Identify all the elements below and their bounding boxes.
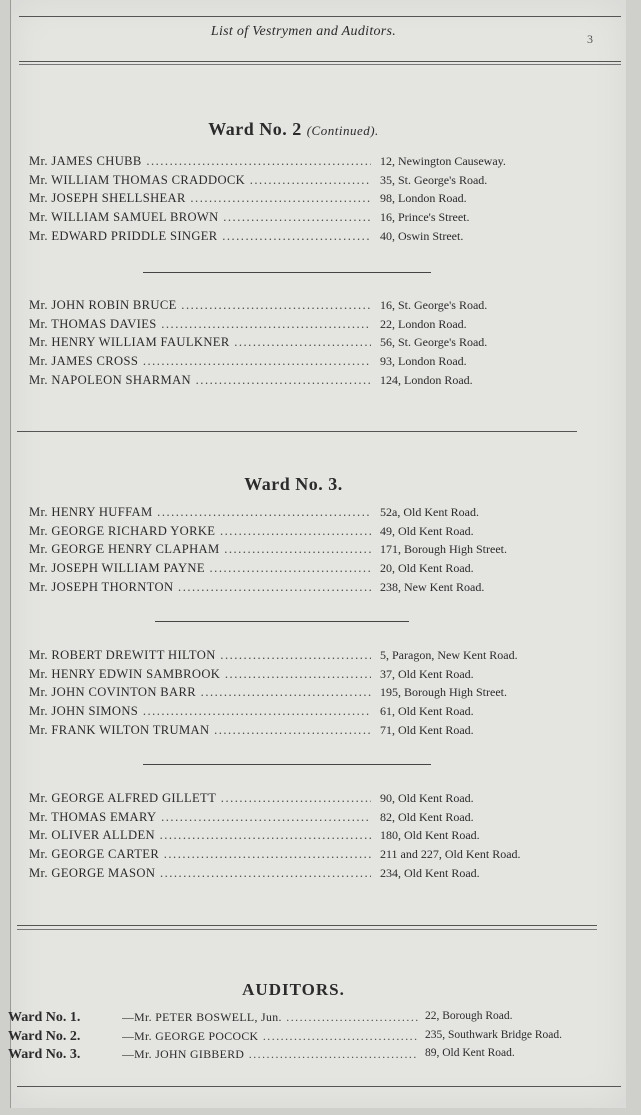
running-head: List of Vestrymen and Auditors. bbox=[210, 24, 397, 39]
page-number: 3 bbox=[587, 32, 593, 46]
ward2-continued: (Continued). bbox=[306, 123, 379, 138]
section-divider bbox=[143, 272, 431, 273]
document-page: List of Vestrymen and Auditors. 3 Ward No. 2 (Continued). Mr. JAMES CHUBB ..... 12, Newington Causeway. Mr. WILLIAM THOMAS CRADDOCK ..... 35, St. George's Road. Mr. JOSEPH SHELLSHEAR ..... 98, London Road. Mr. WILLIAM SAMUEL BROWN ..... 16, Prince's Street. Mr. EDWARD PRIDDLE SINGER ..... 40, Oswin Street. Mr. JOHN ROBIN BRUCE ..... 16, St. George's Road. Mr. THOMAS DAVIES ..... 22, London Road. Mr. HENRY WILLIAM FAULKNER ..... 56, St. George's Road. Mr. JAMES CROSS ..... 93, London Road. Mr. NAPOLEON SHARMAN ..... 124, London Road. Ward No. 3. Mr. HENRY HUFFAM ..... 52a, Old Kent Road. Mr. GEORGE RICHARD YORKE ..... 49, Old Kent Road. Mr. GEORGE HENRY CLAPHAM ..... 171, Borough High Street. Mr. JOSEPH WILLIAM PAYNE ..... 20, Old Kent Road. Mr. JOSEPH THORNTON ..... 238, New Kent Road. Mr. ROBERT DREWITT HILTON ..... 5, Paragon, New Kent Road. Mr. HENRY EDWIN SAMBROOK ..... 37, Old Kent Road. Mr. JOHN COVINTON BARR ..... 195, Borough High Street. Mr. JOHN SIMONS ..... 61, Old Kent Road. Mr. FRANK WILTON TRUMAN ..... 71, Old Kent Road. Mr. GEORGE ALFRED GILLETT ..... 90, Old Kent Road. Mr. THOMAS EMARY ..... 82, Old Kent Road. Mr. OLIVER ALLDEN ..... 180, Old Kent Road. Mr. GEORGE CARTER ..... 211 and 227, Old Kent Road. Mr. GEORGE MASON ..... 234, Old Kent Road. AUDITORS. Ward No. 1. —Mr. PETER BOSWELL, Jun. ..... 22, Borough Road. Ward No. 2. —Mr. GEORGE POCOCK ..... 235, Southwark Bridge Road. Ward No. 3. —Mr. JOHN GIBBERD ..... 89, Old Kent Road. bbox=[10, 0, 626, 1108]
top-rule bbox=[19, 16, 621, 17]
header-rule-inner bbox=[19, 64, 621, 65]
auditors-rule bbox=[17, 925, 597, 926]
auditors-heading: AUDITORS. bbox=[242, 980, 345, 999]
ward-divider bbox=[17, 431, 577, 432]
section-divider bbox=[155, 621, 409, 622]
auditors-rule-inner bbox=[17, 929, 597, 930]
section-divider bbox=[143, 764, 431, 765]
ward3-heading: Ward No. 3. bbox=[244, 474, 343, 494]
header-rule bbox=[19, 61, 621, 62]
bottom-rule bbox=[17, 1086, 621, 1087]
ward2-heading: Ward No. 2 (Continued). bbox=[208, 119, 379, 139]
